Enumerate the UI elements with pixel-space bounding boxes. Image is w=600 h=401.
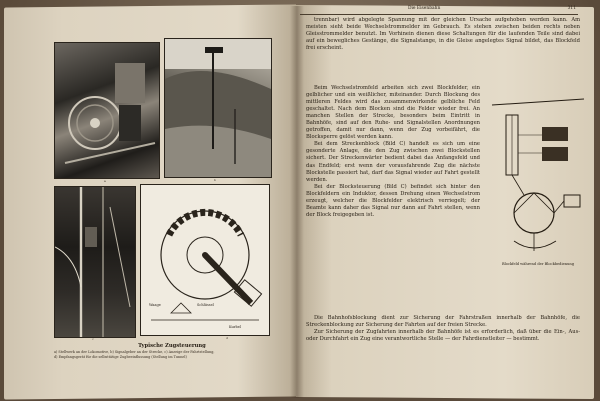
photo-trackside-signal — [164, 38, 272, 178]
left-caption-line: a) Stellwerk an der Lokomotive, b) Signalgeber an der Strecke, c) Anzeige der Fahrtstellung, — [54, 350, 215, 354]
paragraph: Zur Sicherung der Zugfahrten innerhalb der Bahnhöfe ist es erforderlich, daß über die Ein-, Aus- oder Durchfahrt ein Zug eine verantwortliche Stelle — der Fahrdienstleiter — bestimmt. — [306, 329, 580, 343]
photo-label-d: d — [226, 336, 228, 340]
block-instrument-art — [484, 95, 592, 263]
figure-label-3: Kurbel — [229, 325, 241, 329]
photo-track-magnet — [54, 186, 136, 338]
text-block-top — [306, 17, 580, 52]
left-caption-line: d) Empfangsgerät für die selbsttätige Zugbeeinflussung (Stellung im Tunnel) — [54, 354, 187, 359]
left-caption-title: Typische Zugsteuerung — [138, 343, 206, 349]
left-caption — [54, 350, 270, 359]
paragraph: Beim Wechselstromfeld arbeiten sich zwei Blockfelder, ein gelblicher und ein weißlicher, miteinander. Durch Blockung des mittleren Feldes wird das zusammenwirkende gelbliche Feld geschaltet. Nach dem Blocken sind die Felder wieder frei. An manchen Stellen der Strecke, besonders beim Eintritt in Bahnhöfe, sind auf den Ruhe- und Signalstellen Anordnungen getroffen, damit nur dann, wenn der Zug vorbeifährt, die Blocksperre gelöst werden kann. — [306, 85, 480, 141]
paragraph: trennbar) wird abgelegte Spannung mit der gleichen Ursache aufgehoben werden kann. Am meisten sieht beide Wechselstrommelder im Gebrauch. Es stehen zwischen beiden rechts neben Gleisstrommelder benutzt. Im Vorhinein dienen diese Schaltungen für die laufenden Teile sind dabei auf ein bewegliches Gestänge, die Signalstange, in die Gleise angelegtes Signal bildet, das Blockfeld frei erscheint. — [306, 17, 580, 52]
text-block-narrow — [306, 85, 480, 219]
figure-label-1: Waage — [149, 303, 161, 307]
photo-locomotive-art — [55, 43, 159, 178]
photo-signal-art — [165, 39, 271, 177]
photo-label-c: c — [92, 337, 94, 341]
book-gutter — [290, 6, 304, 398]
page-number: 311 — [567, 6, 576, 11]
photo-label-a: a — [104, 179, 106, 183]
figure-receiver-diagram — [140, 184, 270, 336]
text-block-bottom — [306, 315, 580, 343]
paragraph: Bei dem Streckenblock (Bild C) handelt es sich um eine gesonderte Anlage, die den Zug zwischen zwei Blockstellen sichert. Der Streckenwärter bedient dabei das Anfangsfeld und das Endfeld; erst wenn der vorausfahrende Zug die nächste Blockstelle passiert hat, darf das Signal wieder auf Fahrt gestellt werden. — [306, 141, 480, 183]
block-instrument-figure — [484, 95, 592, 263]
paragraph: Die Bahnhofsblockung dient zur Sicherung der Fahrstraßen innerhalb der Bahnhöfe, die Streckenblockung zur Sicherung der Fahrten auf der freien Strecke. — [306, 315, 580, 329]
photo-track-art — [55, 187, 135, 337]
paragraph: Bei der Blocksteuerung (Bild C) befindet sich hinter den Blockfeldern ein Induktor, dessen Drehung einen Wechselstrom erzeugt, welcher die Blockfelder elektrisch verriegelt; der Beamte kann daher das Signal nur dann auf Fahrt stellen, wenn der Block freigegeben ist. — [306, 183, 480, 218]
receiver-diagram-art — [141, 185, 269, 335]
figure-label-2: Schlüssel — [197, 303, 214, 307]
photo-label-b: b — [214, 178, 216, 182]
figure-caption: Blockfeld während der Blockbedienung — [501, 262, 574, 266]
photo-locomotive-mechanism — [54, 42, 160, 179]
header-rule — [300, 14, 578, 15]
running-head-title: Die Eisenbahn — [408, 6, 441, 11]
